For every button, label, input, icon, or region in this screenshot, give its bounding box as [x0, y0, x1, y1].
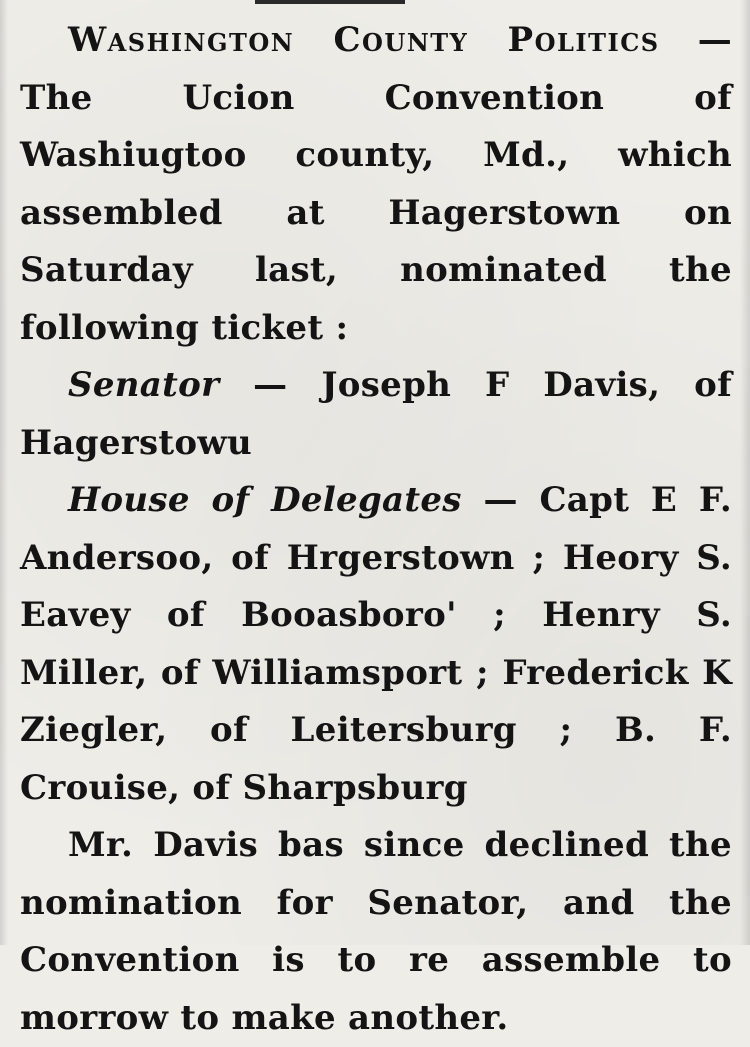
scan-shadow-right [740, 0, 750, 945]
delegates-label: House of Delegates [68, 480, 462, 520]
intro-paragraph [20, 12, 732, 357]
news-article [20, 12, 732, 1047]
intro-text: The Ucion Convention of Washiugtoo county, Md., which assembled at Hagerstown on Saturday last, nominated the following ticket : [20, 77, 732, 348]
closing-text: Mr. Davis bas since declined the nomination for Senator, and the Convention is to re assemble to morrow to make another. [20, 825, 732, 1038]
closing-paragraph [20, 817, 732, 1047]
headline: Washington County Politics [68, 20, 660, 60]
senator-paragraph [20, 357, 732, 472]
delegates-text: — Capt E F. Andersoo, of Hrgerstown ; Heory S. Eavey of Booasboro' ; Henry S. Miller, of Williamsport ; Frederick K Ziegler, of Leitersburg ; B. F. Crouise, of Sharpsburg [20, 480, 732, 808]
scan-shadow-left [0, 0, 8, 945]
headline-dash: — [659, 20, 732, 60]
senator-label: Senator [68, 365, 220, 405]
senator-text: — Joseph F Davis, of Hagerstowu [20, 365, 732, 463]
delegates-paragraph [20, 472, 732, 817]
column-rule [255, 0, 405, 4]
